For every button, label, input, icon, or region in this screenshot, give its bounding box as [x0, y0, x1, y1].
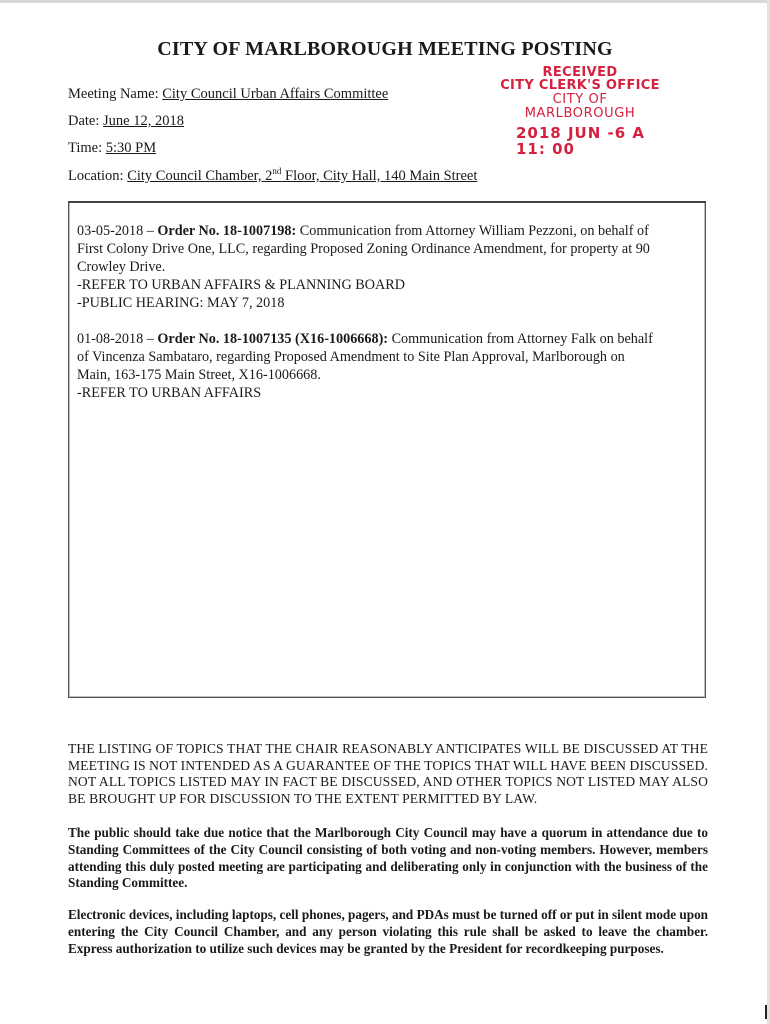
- scan-mark: [765, 1005, 767, 1019]
- location-label: Location:: [68, 167, 128, 184]
- agenda-item-order: Order No. 18-1007198:: [157, 223, 297, 239]
- agenda-item-action: -REFER TO URBAN AFFAIRS: [77, 385, 262, 401]
- meeting-name-row: [68, 86, 388, 103]
- location-value-sup: nd: [272, 166, 282, 176]
- location-value-post: Floor, City Hall, 140 Main Street: [281, 167, 478, 184]
- agenda-item-line: [77, 222, 697, 240]
- electronic-devices-notice: Electronic devices, including laptops, cell phones, pagers, and PDAs must be turned off or put in silent mode upon entering the City Council Chamber, and any person violating this rule shall be asked to leave the chamber. Express authorization to utilize such devices may be granted by the President for recordkeeping purposes.: [68, 907, 708, 956]
- received-stamp-city: CITY OF MARLBOROUGH: [524, 92, 636, 121]
- location-value: [127, 168, 477, 184]
- agenda-item-date: 01-08-2018 –: [77, 331, 158, 347]
- time-value: 5:30 PM: [105, 140, 157, 156]
- agenda-item-action: -REFER TO URBAN AFFAIRS & PLANNING BOARD: [77, 277, 405, 293]
- scan-edge-top: [0, 0, 770, 3]
- received-stamp-title: RECEIVED: [542, 65, 618, 80]
- topics-disclaimer: THE LISTING OF TOPICS THAT THE CHAIR REASONABLY ANTICIPATES WILL BE DISCUSSED AT THE MEETING IS NOT INTENDED AS A GUARANTEE OF THE TOPICS THAT WILL HAVE BEEN DISCUSSED. NOT ALL TOPICS LISTED MAY IN FACT BE DISCUSSED, AND OTHER TOPICS NOT LISTED MAY ALSO BE BROUGHT UP FOR DISCUSSION TO THE EXTENT PERMITTED BY LAW.: [68, 741, 708, 806]
- agenda-item-text: Communication from Attorney Falk on behalf: [388, 331, 653, 347]
- agenda-item-action: -PUBLIC HEARING: MAY 7, 2018: [77, 295, 285, 311]
- date-row: [68, 113, 184, 130]
- agenda-item-text: Communication from Attorney William Pezzoni, on behalf of: [296, 223, 649, 239]
- date-value: June 12, 2018: [103, 113, 184, 129]
- agenda-item-text: of Vincenza Sambataro, regarding Proposed Amendment to Site Plan Approval, Marlborough on: [77, 349, 625, 365]
- agenda-item-order: Order No. 18-1007135 (X16-1006668):: [157, 331, 389, 347]
- agenda-item-line: [77, 330, 697, 348]
- page-title: CITY OF MARLBOROUGH MEETING POSTING: [157, 38, 613, 60]
- quorum-notice: The public should take due notice that the Marlborough City Council may have a quorum in attendance due to Standing Committees of the City Council consisting of both voting and non-voting members. However, members attending this duly posted meeting are participating and deliberating only in conjunction with the business of the Standing Committee.: [68, 825, 708, 891]
- agenda-item-text: First Colony Drive One, LLC, regarding Proposed Zoning Ordinance Amendment, for property at 90: [77, 241, 650, 257]
- time-row: [68, 140, 156, 157]
- agenda-item: [77, 222, 697, 312]
- agenda-item: [77, 330, 697, 402]
- received-stamp-datetime: 2018 JUN -6 A 11: 00: [516, 124, 646, 158]
- received-stamp-office: CITY CLERK'S OFFICE: [500, 78, 660, 93]
- meeting-name-value: City Council Urban Affairs Committee: [162, 86, 389, 102]
- location-value-pre: City Council Chamber, 2: [127, 167, 273, 184]
- agenda-item-text: Main, 163-175 Main Street, X16-1006668.: [77, 367, 321, 383]
- agenda-item-text: Crowley Drive.: [77, 259, 166, 275]
- meeting-name-label: Meeting Name:: [68, 86, 163, 102]
- date-label: Date:: [68, 113, 104, 129]
- location-row: [68, 166, 477, 185]
- agenda-box-topline: [68, 201, 706, 203]
- time-label: Time:: [68, 140, 106, 156]
- agenda-item-date: 03-05-2018 –: [77, 223, 158, 239]
